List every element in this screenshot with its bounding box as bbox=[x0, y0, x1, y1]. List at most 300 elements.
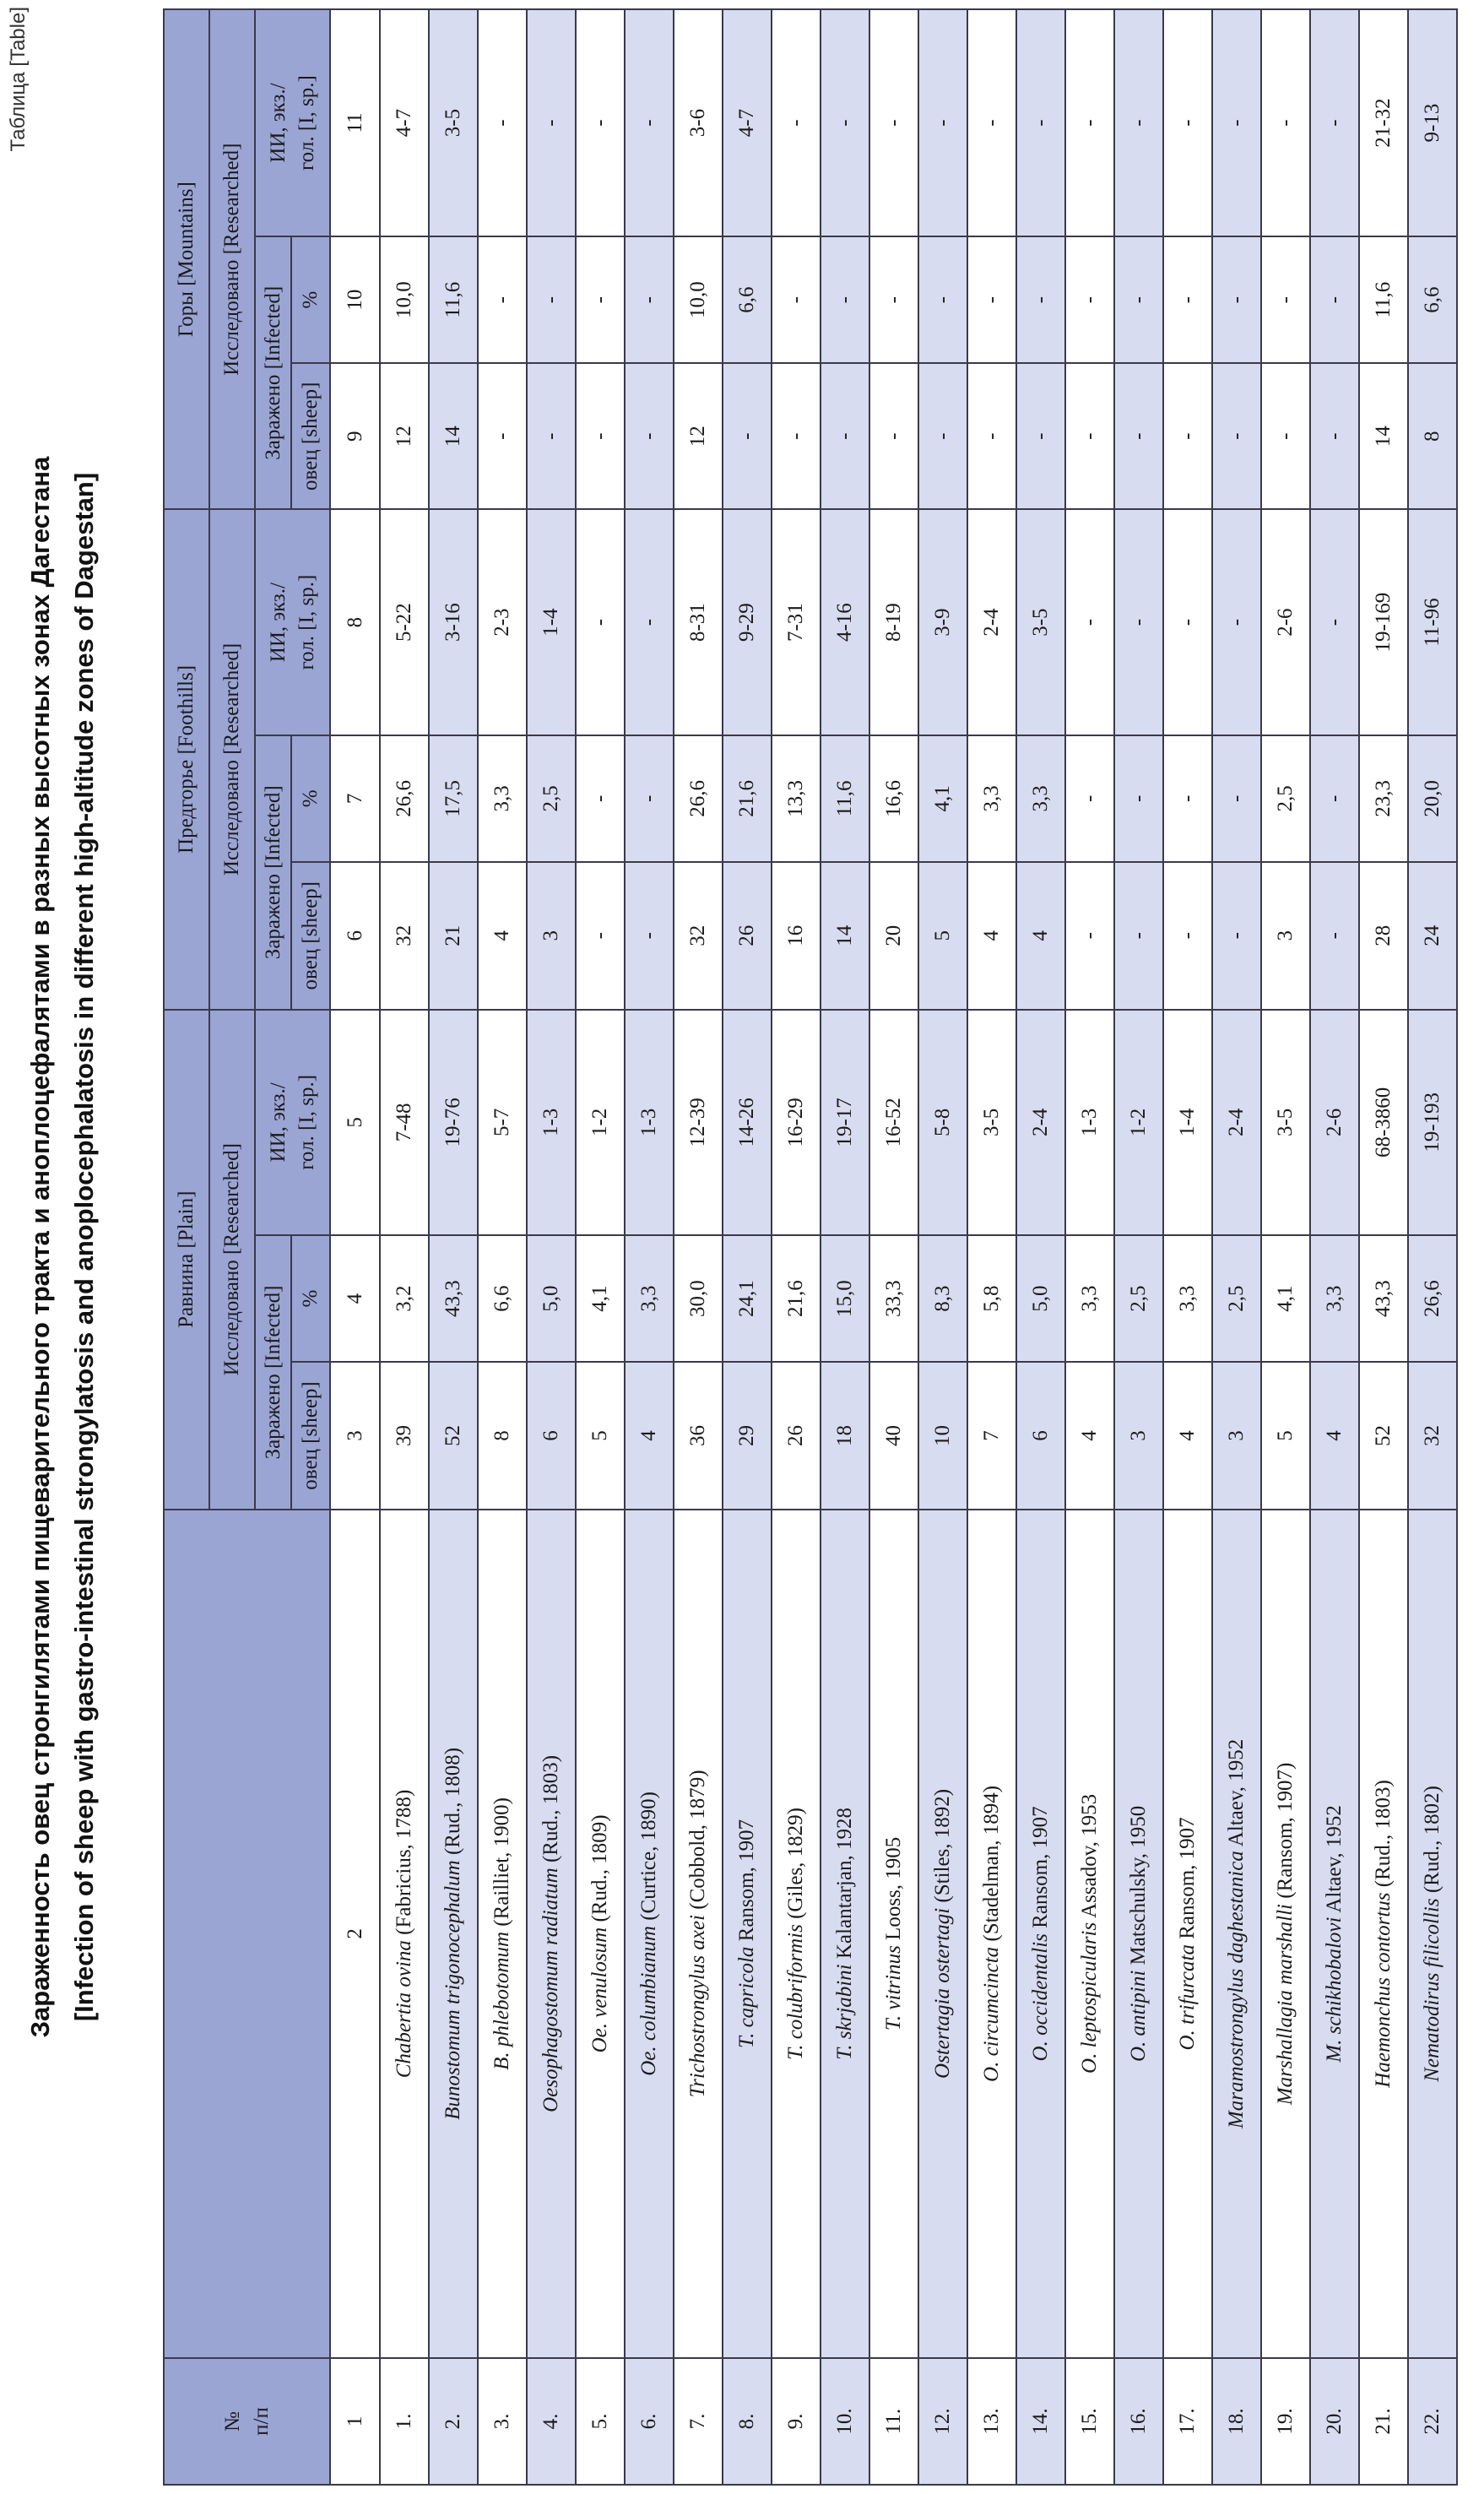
foothills-percent-cell: 3,3 bbox=[478, 735, 527, 862]
mountains-percent-cell: - bbox=[1065, 236, 1114, 363]
row-number-cell: 4. bbox=[527, 2358, 576, 2485]
plain-percent-cell: 43,3 bbox=[429, 1235, 478, 1362]
species-name: Maramostrongylus daghestanica bbox=[1225, 1851, 1248, 2129]
mountains-percent-cell: - bbox=[821, 236, 869, 363]
mountains-intensity-cell: - bbox=[625, 9, 674, 236]
table-title-en: [Infection of sheep with gastro-intestinal strongylatosis and anoplocephalatosis in different high-altitude zones of Dagestan] bbox=[69, 472, 99, 2022]
species-author: Kalantarjan, 1928 bbox=[833, 1808, 856, 1965]
plain-intensity-cell: 12-39 bbox=[674, 1010, 723, 1236]
plain-sheep-cell: 52 bbox=[1359, 1362, 1408, 1510]
plain-sheep-cell: 8 bbox=[478, 1362, 527, 1510]
mountains-intensity-cell: - bbox=[1065, 9, 1114, 236]
row-number-cell: 19. bbox=[1261, 2358, 1310, 2485]
foothills-intensity-cell: - bbox=[1065, 509, 1114, 735]
mountains-intensity-cell: - bbox=[821, 9, 869, 236]
plain-sheep-cell: 6 bbox=[527, 1362, 576, 1510]
species-cell bbox=[1261, 1510, 1310, 2358]
plain-percent-cell: 3,3 bbox=[625, 1235, 674, 1362]
mountains-intensity-cell: 4-7 bbox=[723, 9, 772, 236]
table-row bbox=[625, 9, 674, 2485]
table-row bbox=[429, 9, 478, 2485]
mountains-percent-cell: - bbox=[772, 236, 821, 363]
foothills-percent-cell: 26,6 bbox=[674, 735, 723, 862]
species-cell bbox=[1408, 1510, 1457, 2358]
mountains-intensity-cell: - bbox=[918, 9, 967, 236]
species-name: O. circumcincta bbox=[980, 1946, 1003, 2082]
species-author: (Stadelman, 1894) bbox=[980, 1785, 1003, 1947]
species-author: (Rud., 1803) bbox=[1372, 1780, 1395, 1893]
foothills-sheep-cell: 28 bbox=[1359, 862, 1408, 1010]
intensity-header-mountains bbox=[255, 9, 330, 236]
species-author: Ransom, 1907 bbox=[1176, 1817, 1199, 1945]
mountains-sheep-cell: - bbox=[478, 363, 527, 509]
mountains-percent-cell: 10,0 bbox=[380, 236, 429, 363]
foothills-sheep-cell: - bbox=[1163, 862, 1212, 1010]
foothills-sheep-cell: 16 bbox=[772, 862, 821, 1010]
species-author: Looss, 1905 bbox=[882, 1836, 905, 1946]
number-abbrev: п/п bbox=[249, 2407, 273, 2436]
species-cell bbox=[723, 1510, 772, 2358]
plain-sheep-cell: 7 bbox=[967, 1362, 1016, 1510]
percent-header-plain: % bbox=[291, 1235, 330, 1362]
species-author: (Rud., 1802) bbox=[1421, 1786, 1443, 1899]
foothills-intensity-cell: - bbox=[1310, 509, 1359, 735]
foothills-sheep-cell: 14 bbox=[821, 862, 869, 1010]
foothills-percent-cell: - bbox=[1212, 735, 1261, 862]
intensity-label-line2: гол. [I, sp.] bbox=[295, 1074, 318, 1170]
number-column-header bbox=[164, 2358, 330, 2485]
mountains-percent-cell: - bbox=[1163, 236, 1212, 363]
foothills-intensity-cell: 8-19 bbox=[869, 509, 918, 735]
plain-intensity-cell: 5-7 bbox=[478, 1010, 527, 1236]
species-cell bbox=[869, 1510, 918, 2358]
species-cell bbox=[1163, 1510, 1212, 2358]
row-number-cell: 1. bbox=[380, 2358, 429, 2485]
species-author: Ransom, 1907 bbox=[1029, 1806, 1052, 1934]
plain-percent-cell: 24,1 bbox=[723, 1235, 772, 1362]
mountains-percent-cell: - bbox=[1016, 236, 1065, 363]
mountains-percent-cell: - bbox=[1261, 236, 1310, 363]
mountains-intensity-cell: - bbox=[527, 9, 576, 236]
plain-percent-cell: 3,3 bbox=[1310, 1235, 1359, 1362]
plain-percent-cell: 3,3 bbox=[1163, 1235, 1212, 1362]
foothills-percent-cell: 3,3 bbox=[967, 735, 1016, 862]
intensity-label-line1: ИИ, экз./ bbox=[266, 1082, 290, 1163]
mountains-percent-cell: 6,6 bbox=[1408, 236, 1457, 363]
foothills-intensity-cell: 11-96 bbox=[1408, 509, 1457, 735]
mountains-sheep-cell: - bbox=[1310, 363, 1359, 509]
row-number-cell: 9. bbox=[772, 2358, 821, 2485]
row-number-cell: 17. bbox=[1163, 2358, 1212, 2485]
foothills-percent-cell: 26,6 bbox=[380, 735, 429, 862]
foothills-percent-cell: - bbox=[625, 735, 674, 862]
foothills-intensity-cell: 1-4 bbox=[527, 509, 576, 735]
row-number-cell: 2. bbox=[429, 2358, 478, 2485]
mountains-sheep-cell: - bbox=[821, 363, 869, 509]
mountains-sheep-cell: - bbox=[1212, 363, 1261, 509]
plain-sheep-cell: 32 bbox=[1408, 1362, 1457, 1510]
plain-intensity-cell: 19-193 bbox=[1408, 1010, 1457, 1236]
species-cell bbox=[1016, 1510, 1065, 2358]
percent-header-mountains: % bbox=[291, 236, 330, 363]
mountains-intensity-cell: 9-13 bbox=[1408, 9, 1457, 236]
table-title-ru: Зараженность овец стронгилятами пищеварительного тракта и аноплоцефалятами в разных высотных зонах Дагестана bbox=[25, 456, 55, 2038]
foothills-intensity-cell: - bbox=[1212, 509, 1261, 735]
foothills-percent-cell: 21,6 bbox=[723, 735, 772, 862]
plain-sheep-cell: 4 bbox=[1310, 1362, 1359, 1510]
plain-intensity-cell: 2-6 bbox=[1310, 1010, 1359, 1236]
row-number-cell: 5. bbox=[576, 2358, 625, 2485]
species-name: B. phlebotomum bbox=[490, 1931, 513, 2070]
mountains-percent-cell: - bbox=[869, 236, 918, 363]
plain-intensity-cell: 19-76 bbox=[429, 1010, 478, 1236]
species-name: Nematodirus filicollis bbox=[1421, 1898, 1443, 2082]
mountains-sheep-cell: - bbox=[869, 363, 918, 509]
species-cell bbox=[772, 1510, 821, 2358]
mountains-sheep-cell: 12 bbox=[674, 363, 723, 509]
plain-percent-cell: 6,6 bbox=[478, 1235, 527, 1362]
mountains-intensity-cell: - bbox=[869, 9, 918, 236]
plain-percent-cell: 21,6 bbox=[772, 1235, 821, 1362]
row-number-cell: 8. bbox=[723, 2358, 772, 2485]
intensity-label-line2: гол. [I, sp.] bbox=[295, 574, 318, 670]
plain-percent-cell: 26,6 bbox=[1408, 1235, 1457, 1362]
mountains-intensity-cell: - bbox=[576, 9, 625, 236]
table-row bbox=[1359, 9, 1408, 2485]
mountains-percent-cell: - bbox=[576, 236, 625, 363]
foothills-sheep-cell: 4 bbox=[1016, 862, 1065, 1010]
species-cell bbox=[1065, 1510, 1114, 2358]
column-number-cell: 10 bbox=[330, 236, 380, 363]
row-number-cell: 15. bbox=[1065, 2358, 1114, 2485]
plain-sheep-cell: 4 bbox=[1065, 1362, 1114, 1510]
foothills-sheep-cell: 32 bbox=[674, 862, 723, 1010]
species-author: (Curtice, 1890) bbox=[637, 1792, 660, 1927]
plain-percent-cell: 5,0 bbox=[527, 1235, 576, 1362]
species-author: Ransom, 1907 bbox=[735, 1819, 758, 1947]
species-author: Altaev, 1952 bbox=[1323, 1805, 1346, 1917]
species-cell bbox=[625, 1510, 674, 2358]
plain-sheep-cell: 52 bbox=[429, 1362, 478, 1510]
table-row bbox=[869, 9, 918, 2485]
foothills-percent-cell: 13,3 bbox=[772, 735, 821, 862]
plain-sheep-cell: 39 bbox=[380, 1362, 429, 1510]
species-column-header bbox=[164, 1510, 330, 2358]
column-number-cell: 9 bbox=[330, 363, 380, 509]
mountains-intensity-cell: - bbox=[1261, 9, 1310, 236]
sheep-header-mountains: овец [sheep] bbox=[291, 363, 330, 509]
mountains-sheep-cell: - bbox=[918, 363, 967, 509]
row-number-cell: 12. bbox=[918, 2358, 967, 2485]
table-row bbox=[1261, 9, 1310, 2485]
foothills-intensity-cell: 3-16 bbox=[429, 509, 478, 735]
table-row bbox=[527, 9, 576, 2485]
species-author: (Cobbold, 1879) bbox=[686, 1770, 709, 1915]
foothills-intensity-cell: 4-16 bbox=[821, 509, 869, 735]
plain-percent-cell: 15,0 bbox=[821, 1235, 869, 1362]
table-row bbox=[1016, 9, 1065, 2485]
foothills-intensity-cell: 8-31 bbox=[674, 509, 723, 735]
foothills-percent-cell: - bbox=[1163, 735, 1212, 862]
table-label: Таблица [Table] bbox=[7, 7, 30, 152]
foothills-sheep-cell: - bbox=[1212, 862, 1261, 1010]
researched-header-foothills: Исследовано [Researched] bbox=[209, 509, 255, 1009]
species-author: (Giles, 1829) bbox=[784, 1808, 807, 1925]
species-author: (Stiles, 1892) bbox=[931, 1788, 954, 1908]
foothills-sheep-cell: 21 bbox=[429, 862, 478, 1010]
column-number-cell: 3 bbox=[330, 1362, 380, 1510]
foothills-intensity-cell: - bbox=[1163, 509, 1212, 735]
plain-percent-cell: 43,3 bbox=[1359, 1235, 1408, 1362]
row-number-cell: 21. bbox=[1359, 2358, 1408, 2485]
column-number-cell: 11 bbox=[330, 9, 380, 236]
column-number-cell: 1 bbox=[330, 2358, 380, 2485]
intensity-label-line1: ИИ, экз./ bbox=[266, 582, 290, 663]
species-name: O. trifurcata bbox=[1176, 1944, 1199, 2051]
plain-sheep-cell: 5 bbox=[1261, 1362, 1310, 1510]
plain-sheep-cell: 26 bbox=[772, 1362, 821, 1510]
mountains-percent-cell: - bbox=[625, 236, 674, 363]
foothills-intensity-cell: 2-3 bbox=[478, 509, 527, 735]
row-number-cell: 16. bbox=[1114, 2358, 1163, 2485]
plain-intensity-cell: 1-3 bbox=[1065, 1010, 1114, 1236]
species-cell bbox=[918, 1510, 967, 2358]
mountains-percent-cell: - bbox=[527, 236, 576, 363]
mountains-percent-cell: - bbox=[478, 236, 527, 363]
mountains-percent-cell: - bbox=[918, 236, 967, 363]
row-number-cell: 11. bbox=[869, 2358, 918, 2485]
plain-percent-cell: 3,3 bbox=[1065, 1235, 1114, 1362]
plain-sheep-cell: 6 bbox=[1016, 1362, 1065, 1510]
researched-header-mountains: Исследовано [Researched] bbox=[209, 9, 255, 509]
plain-percent-cell: 4,1 bbox=[1261, 1235, 1310, 1362]
foothills-sheep-cell: 4 bbox=[967, 862, 1016, 1010]
row-number-cell: 18. bbox=[1212, 2358, 1261, 2485]
number-sign: № bbox=[220, 2411, 244, 2432]
foothills-intensity-cell: - bbox=[625, 509, 674, 735]
mountains-intensity-cell: - bbox=[967, 9, 1016, 236]
mountains-intensity-cell: - bbox=[772, 9, 821, 236]
row-number-cell: 10. bbox=[821, 2358, 869, 2485]
mountains-sheep-cell: 8 bbox=[1408, 363, 1457, 509]
foothills-sheep-cell: 20 bbox=[869, 862, 918, 1010]
species-cell bbox=[478, 1510, 527, 2358]
plain-sheep-cell: 10 bbox=[918, 1362, 967, 1510]
mountains-sheep-cell: - bbox=[1016, 363, 1065, 509]
plain-intensity-cell: 16-52 bbox=[869, 1010, 918, 1236]
foothills-percent-cell: - bbox=[1065, 735, 1114, 862]
plain-intensity-cell: 1-2 bbox=[576, 1010, 625, 1236]
row-number-cell: 6. bbox=[625, 2358, 674, 2485]
foothills-intensity-cell: - bbox=[1114, 509, 1163, 735]
species-name: T. skrjabini bbox=[833, 1964, 856, 2060]
table-body bbox=[330, 9, 1457, 2485]
infection-table bbox=[163, 8, 1458, 2486]
plain-percent-cell: 3,2 bbox=[380, 1235, 429, 1362]
mountains-sheep-cell: - bbox=[1261, 363, 1310, 509]
species-name: T. capricola bbox=[735, 1946, 758, 2048]
mountains-intensity-cell: 21-32 bbox=[1359, 9, 1408, 236]
species-author: (Rud., 1809) bbox=[588, 1814, 611, 1927]
plain-intensity-cell: 5-8 bbox=[918, 1010, 967, 1236]
plain-sheep-cell: 3 bbox=[1114, 1362, 1163, 1510]
plain-sheep-cell: 29 bbox=[723, 1362, 772, 1510]
foothills-intensity-cell: 3-9 bbox=[918, 509, 967, 735]
species-cell bbox=[674, 1510, 723, 2358]
species-author: Assadov, 1953 bbox=[1078, 1793, 1101, 1922]
zone-header-foothills: Предгорье [Foothills] bbox=[164, 509, 209, 1009]
plain-intensity-cell: 14-26 bbox=[723, 1010, 772, 1236]
species-cell bbox=[576, 1510, 625, 2358]
foothills-percent-cell: 3,3 bbox=[1016, 735, 1065, 862]
column-number-cell: 4 bbox=[330, 1235, 380, 1362]
species-author: (Railliet, 1900) bbox=[490, 1797, 513, 1932]
species-name: Haemonchus contortus bbox=[1372, 1892, 1395, 2088]
foothills-sheep-cell: - bbox=[1310, 862, 1359, 1010]
foothills-percent-cell: 11,6 bbox=[821, 735, 869, 862]
mountains-sheep-cell: - bbox=[527, 363, 576, 509]
mountains-intensity-cell: 4-7 bbox=[380, 9, 429, 236]
intensity-label-line1: ИИ, экз./ bbox=[266, 83, 290, 163]
plain-sheep-cell: 36 bbox=[674, 1362, 723, 1510]
table-row bbox=[1310, 9, 1359, 2485]
foothills-sheep-cell: 4 bbox=[478, 862, 527, 1010]
table-header bbox=[164, 9, 330, 2485]
table-row bbox=[821, 9, 869, 2485]
plain-sheep-cell: 4 bbox=[625, 1362, 674, 1510]
foothills-intensity-cell: 5-22 bbox=[380, 509, 429, 735]
sheep-header-foothills: овец [sheep] bbox=[291, 862, 330, 1010]
species-name: Oe. columbianum bbox=[637, 1926, 660, 2076]
plain-sheep-cell: 5 bbox=[576, 1362, 625, 1510]
foothills-sheep-cell: 32 bbox=[380, 862, 429, 1010]
species-name: T. vitrinus bbox=[882, 1945, 905, 2031]
column-number-row bbox=[330, 9, 380, 2485]
foothills-sheep-cell: 5 bbox=[918, 862, 967, 1010]
mountains-sheep-cell: - bbox=[625, 363, 674, 509]
plain-percent-cell: 30,0 bbox=[674, 1235, 723, 1362]
plain-intensity-cell: 1-4 bbox=[1163, 1010, 1212, 1236]
mountains-sheep-cell: 14 bbox=[1359, 363, 1408, 509]
foothills-intensity-cell: 3-5 bbox=[1016, 509, 1065, 735]
plain-intensity-cell: 68-3860 bbox=[1359, 1010, 1408, 1236]
mountains-sheep-cell: - bbox=[576, 363, 625, 509]
plain-sheep-cell: 3 bbox=[1212, 1362, 1261, 1510]
plain-percent-cell: 5,0 bbox=[1016, 1235, 1065, 1362]
plain-sheep-cell: 18 bbox=[821, 1362, 869, 1510]
species-cell bbox=[967, 1510, 1016, 2358]
table-row bbox=[674, 9, 723, 2485]
researched-header-plain: Исследовано [Researched] bbox=[209, 1010, 255, 1510]
plain-intensity-cell: 3-5 bbox=[1261, 1010, 1310, 1236]
plain-intensity-cell: 1-3 bbox=[625, 1010, 674, 1236]
plain-intensity-cell: 3-5 bbox=[967, 1010, 1016, 1236]
species-name: O. leptospicularis bbox=[1078, 1922, 1101, 2074]
foothills-percent-cell: 23,3 bbox=[1359, 735, 1408, 862]
species-cell bbox=[527, 1510, 576, 2358]
mountains-percent-cell: 11,6 bbox=[429, 236, 478, 363]
species-cell bbox=[1212, 1510, 1261, 2358]
infected-header-plain: Заражено [Infected] bbox=[255, 1235, 291, 1510]
foothills-percent-cell: - bbox=[1310, 735, 1359, 862]
percent-header-foothills: % bbox=[291, 735, 330, 862]
mountains-intensity-cell: - bbox=[1016, 9, 1065, 236]
species-cell bbox=[1359, 1510, 1408, 2358]
mountains-sheep-cell: 12 bbox=[380, 363, 429, 509]
plain-percent-cell: 8,3 bbox=[918, 1235, 967, 1362]
species-name: Marshallagia marshalli bbox=[1274, 1903, 1297, 2106]
species-name: Oesophagostomum radiatum bbox=[539, 1868, 562, 2112]
plain-percent-cell: 33,3 bbox=[869, 1235, 918, 1362]
mountains-percent-cell: 10,0 bbox=[674, 236, 723, 363]
row-number-cell: 14. bbox=[1016, 2358, 1065, 2485]
column-number-cell: 6 bbox=[330, 862, 380, 1010]
species-name: Chabertia ovina bbox=[393, 1940, 415, 2079]
foothills-sheep-cell: 24 bbox=[1408, 862, 1457, 1010]
species-name: Ostertagia ostertagi bbox=[931, 1907, 954, 2079]
mountains-sheep-cell: - bbox=[1114, 363, 1163, 509]
plain-intensity-cell: 19-17 bbox=[821, 1010, 869, 1236]
table-row bbox=[967, 9, 1016, 2485]
mountains-sheep-cell: - bbox=[1163, 363, 1212, 509]
species-cell bbox=[429, 1510, 478, 2358]
foothills-intensity-cell: 2-4 bbox=[967, 509, 1016, 735]
foothills-sheep-cell: 26 bbox=[723, 862, 772, 1010]
mountains-percent-cell: - bbox=[1212, 236, 1261, 363]
column-number-cell: 8 bbox=[330, 509, 380, 735]
plain-intensity-cell: 2-4 bbox=[1212, 1010, 1261, 1236]
foothills-intensity-cell: 7-31 bbox=[772, 509, 821, 735]
mountains-sheep-cell: - bbox=[967, 363, 1016, 509]
mountains-intensity-cell: - bbox=[478, 9, 527, 236]
foothills-intensity-cell: - bbox=[576, 509, 625, 735]
mountains-percent-cell: 11,6 bbox=[1359, 236, 1408, 363]
species-author: Altaev, 1952 bbox=[1225, 1738, 1248, 1852]
mountains-percent-cell: 6,6 bbox=[723, 236, 772, 363]
plain-intensity-cell: 1-2 bbox=[1114, 1010, 1163, 1236]
table-row bbox=[772, 9, 821, 2485]
column-number-cell: 5 bbox=[330, 1010, 380, 1236]
table-row bbox=[1065, 9, 1114, 2485]
mountains-percent-cell: - bbox=[1310, 236, 1359, 363]
mountains-sheep-cell: 14 bbox=[429, 363, 478, 509]
row-number-cell: 7. bbox=[674, 2358, 723, 2485]
plain-percent-cell: 2,5 bbox=[1212, 1235, 1261, 1362]
table-row bbox=[1212, 9, 1261, 2485]
species-name: Trichostrongylus axei bbox=[686, 1914, 709, 2098]
mountains-percent-cell: - bbox=[1114, 236, 1163, 363]
foothills-percent-cell: 20,0 bbox=[1408, 735, 1457, 862]
mountains-intensity-cell: 3-6 bbox=[674, 9, 723, 236]
plain-intensity-cell: 2-4 bbox=[1016, 1010, 1065, 1236]
species-author: Matschulsky, 1950 bbox=[1127, 1805, 1150, 1971]
table-row bbox=[576, 9, 625, 2485]
species-cell bbox=[380, 1510, 429, 2358]
species-author: (Rud., 1803) bbox=[539, 1754, 562, 1868]
table-row bbox=[478, 9, 527, 2485]
plain-intensity-cell: 1-3 bbox=[527, 1010, 576, 1236]
plain-percent-cell: 2,5 bbox=[1114, 1235, 1163, 1362]
plain-percent-cell: 5,8 bbox=[967, 1235, 1016, 1362]
table-row bbox=[1114, 9, 1163, 2485]
mountains-intensity-cell: - bbox=[1310, 9, 1359, 236]
zone-header-plain: Равнина [Plain] bbox=[164, 1010, 209, 1510]
species-name: O. occidentalis bbox=[1029, 1933, 1052, 2062]
foothills-percent-cell: 16,6 bbox=[869, 735, 918, 862]
species-cell bbox=[821, 1510, 869, 2358]
foothills-sheep-cell: - bbox=[576, 862, 625, 1010]
mountains-intensity-cell: - bbox=[1212, 9, 1261, 236]
